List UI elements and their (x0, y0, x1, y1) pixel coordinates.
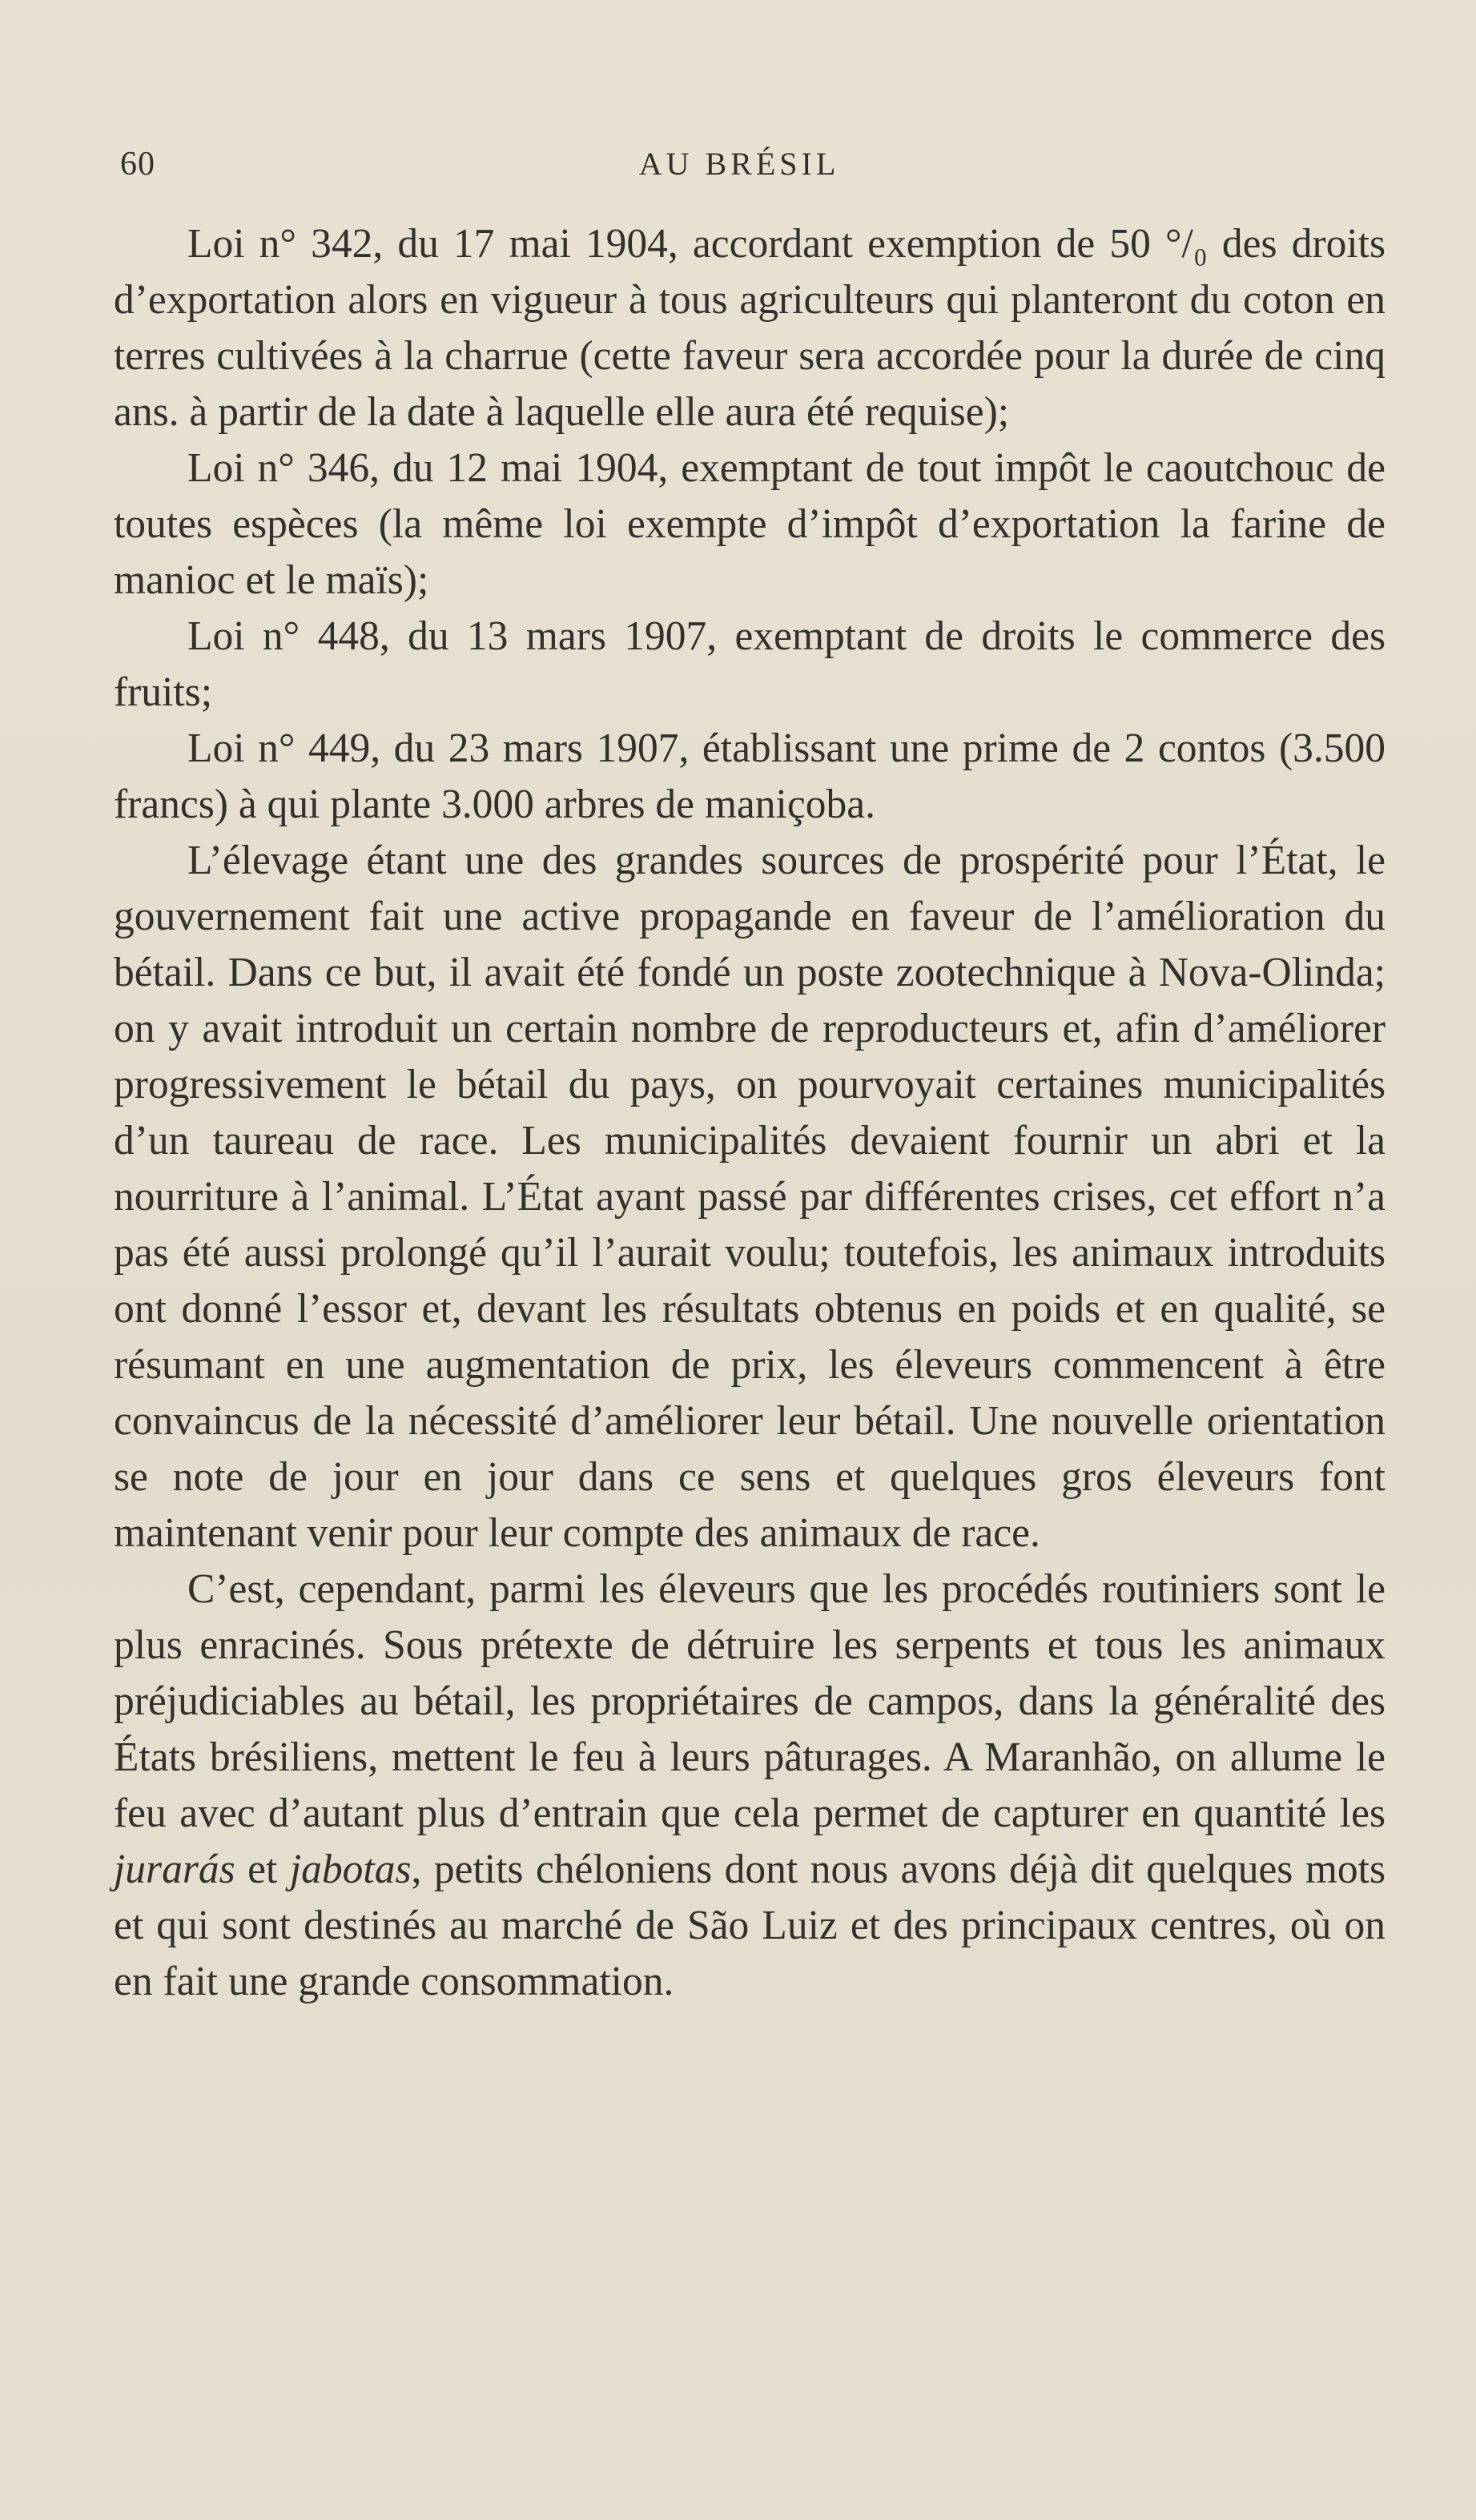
paragraph-law-449: Loi n° 449, du 23 mars 1907, établissant une prime de 2 contos (3.500 francs) à qui plante 3.000 arbres de maniçoba. (114, 725, 1386, 827)
body-text (114, 216, 1386, 2010)
paragraph-text-after: , petits chéloniens dont nous avons déjà dit quelques mots et qui sont destinés au marché de São Luiz et des principaux centres, où on en fait une grande consommation. (114, 1847, 1386, 2004)
paragraph-law-342: Loi n° 342, du 17 mai 1904, accordant exemption de 50 °/₀ des droits d’exportation alors en vigueur à tous agriculteurs qui planteront du coton en terres cultivées à la charrue (cette faveur sera accordée pour la durée de cinq ans. à partir de la date à laquelle elle aura été requise); (114, 221, 1386, 435)
paragraph-text-before: C’est, cependant, parmi les éleveurs que les procédés routiniers sont le plus enracinés. Sous prétexte de détruire les serpents et tous les animaux préjudiciables au bétail, les propriétaires de campos, dans la généralité des États brésiliens, mettent le feu à leurs pâturages. A Maranhão, on allume le feu avec d’autant plus d’entrain que cela permet de capturer en quantité les (114, 1566, 1386, 1836)
header-title: AU BRÉSIL (638, 146, 840, 182)
page-number: 60 (120, 146, 155, 183)
paragraph-elevage: L’élevage étant une des grandes sources de prospérité pour l’État, le gouvernement fait une active propagande en faveur de l’amélioration du bétail. Dans ce but, il avait été fondé un poste zootechnique à Nova-Olinda; on y avait introduit un certain nombre de reproducteurs et, afin d’améliorer progressivement le bétail du pays, on pourvoyait certaines municipalités d’un taureau de race. Les municipalités devaient fournir un abri et la nourriture à l’animal. L’État ayant passé par différentes crises, cet effort n’a pas été aussi prolongé qu’il l’aurait voulu; toutefois, les animaux introduits ont donné l’essor et, devant les résultats obtenus en poids et en qualité, se résumant en une augmentation de prix, les éleveurs commencent à être convaincus de la nécessité d’améliorer leur bétail. Une nouvelle orientation se note de jour en jour dans ce sens et quelques gros éleveurs font maintenant venir pour leur compte des animaux de race. (114, 838, 1386, 1556)
running-head (103, 144, 1376, 184)
paragraph-law-448: Loi n° 448, du 13 mars 1907, exemptant de droits le commerce des fruits; (114, 613, 1386, 715)
italic-term-jabotas: jabotas (289, 1847, 412, 1892)
paragraph-text-middle: et (235, 1847, 290, 1892)
paragraph-feux-paturages (114, 1561, 1386, 2010)
italic-term-jururas: jurarás (114, 1847, 235, 1892)
paragraph-law-346: Loi n° 346, du 12 mai 1904, exemptant de tout impôt le caoutchouc de toutes espèces (la même loi exempte d’impôt d’exportation la farine de manioc et le maïs); (114, 445, 1386, 603)
